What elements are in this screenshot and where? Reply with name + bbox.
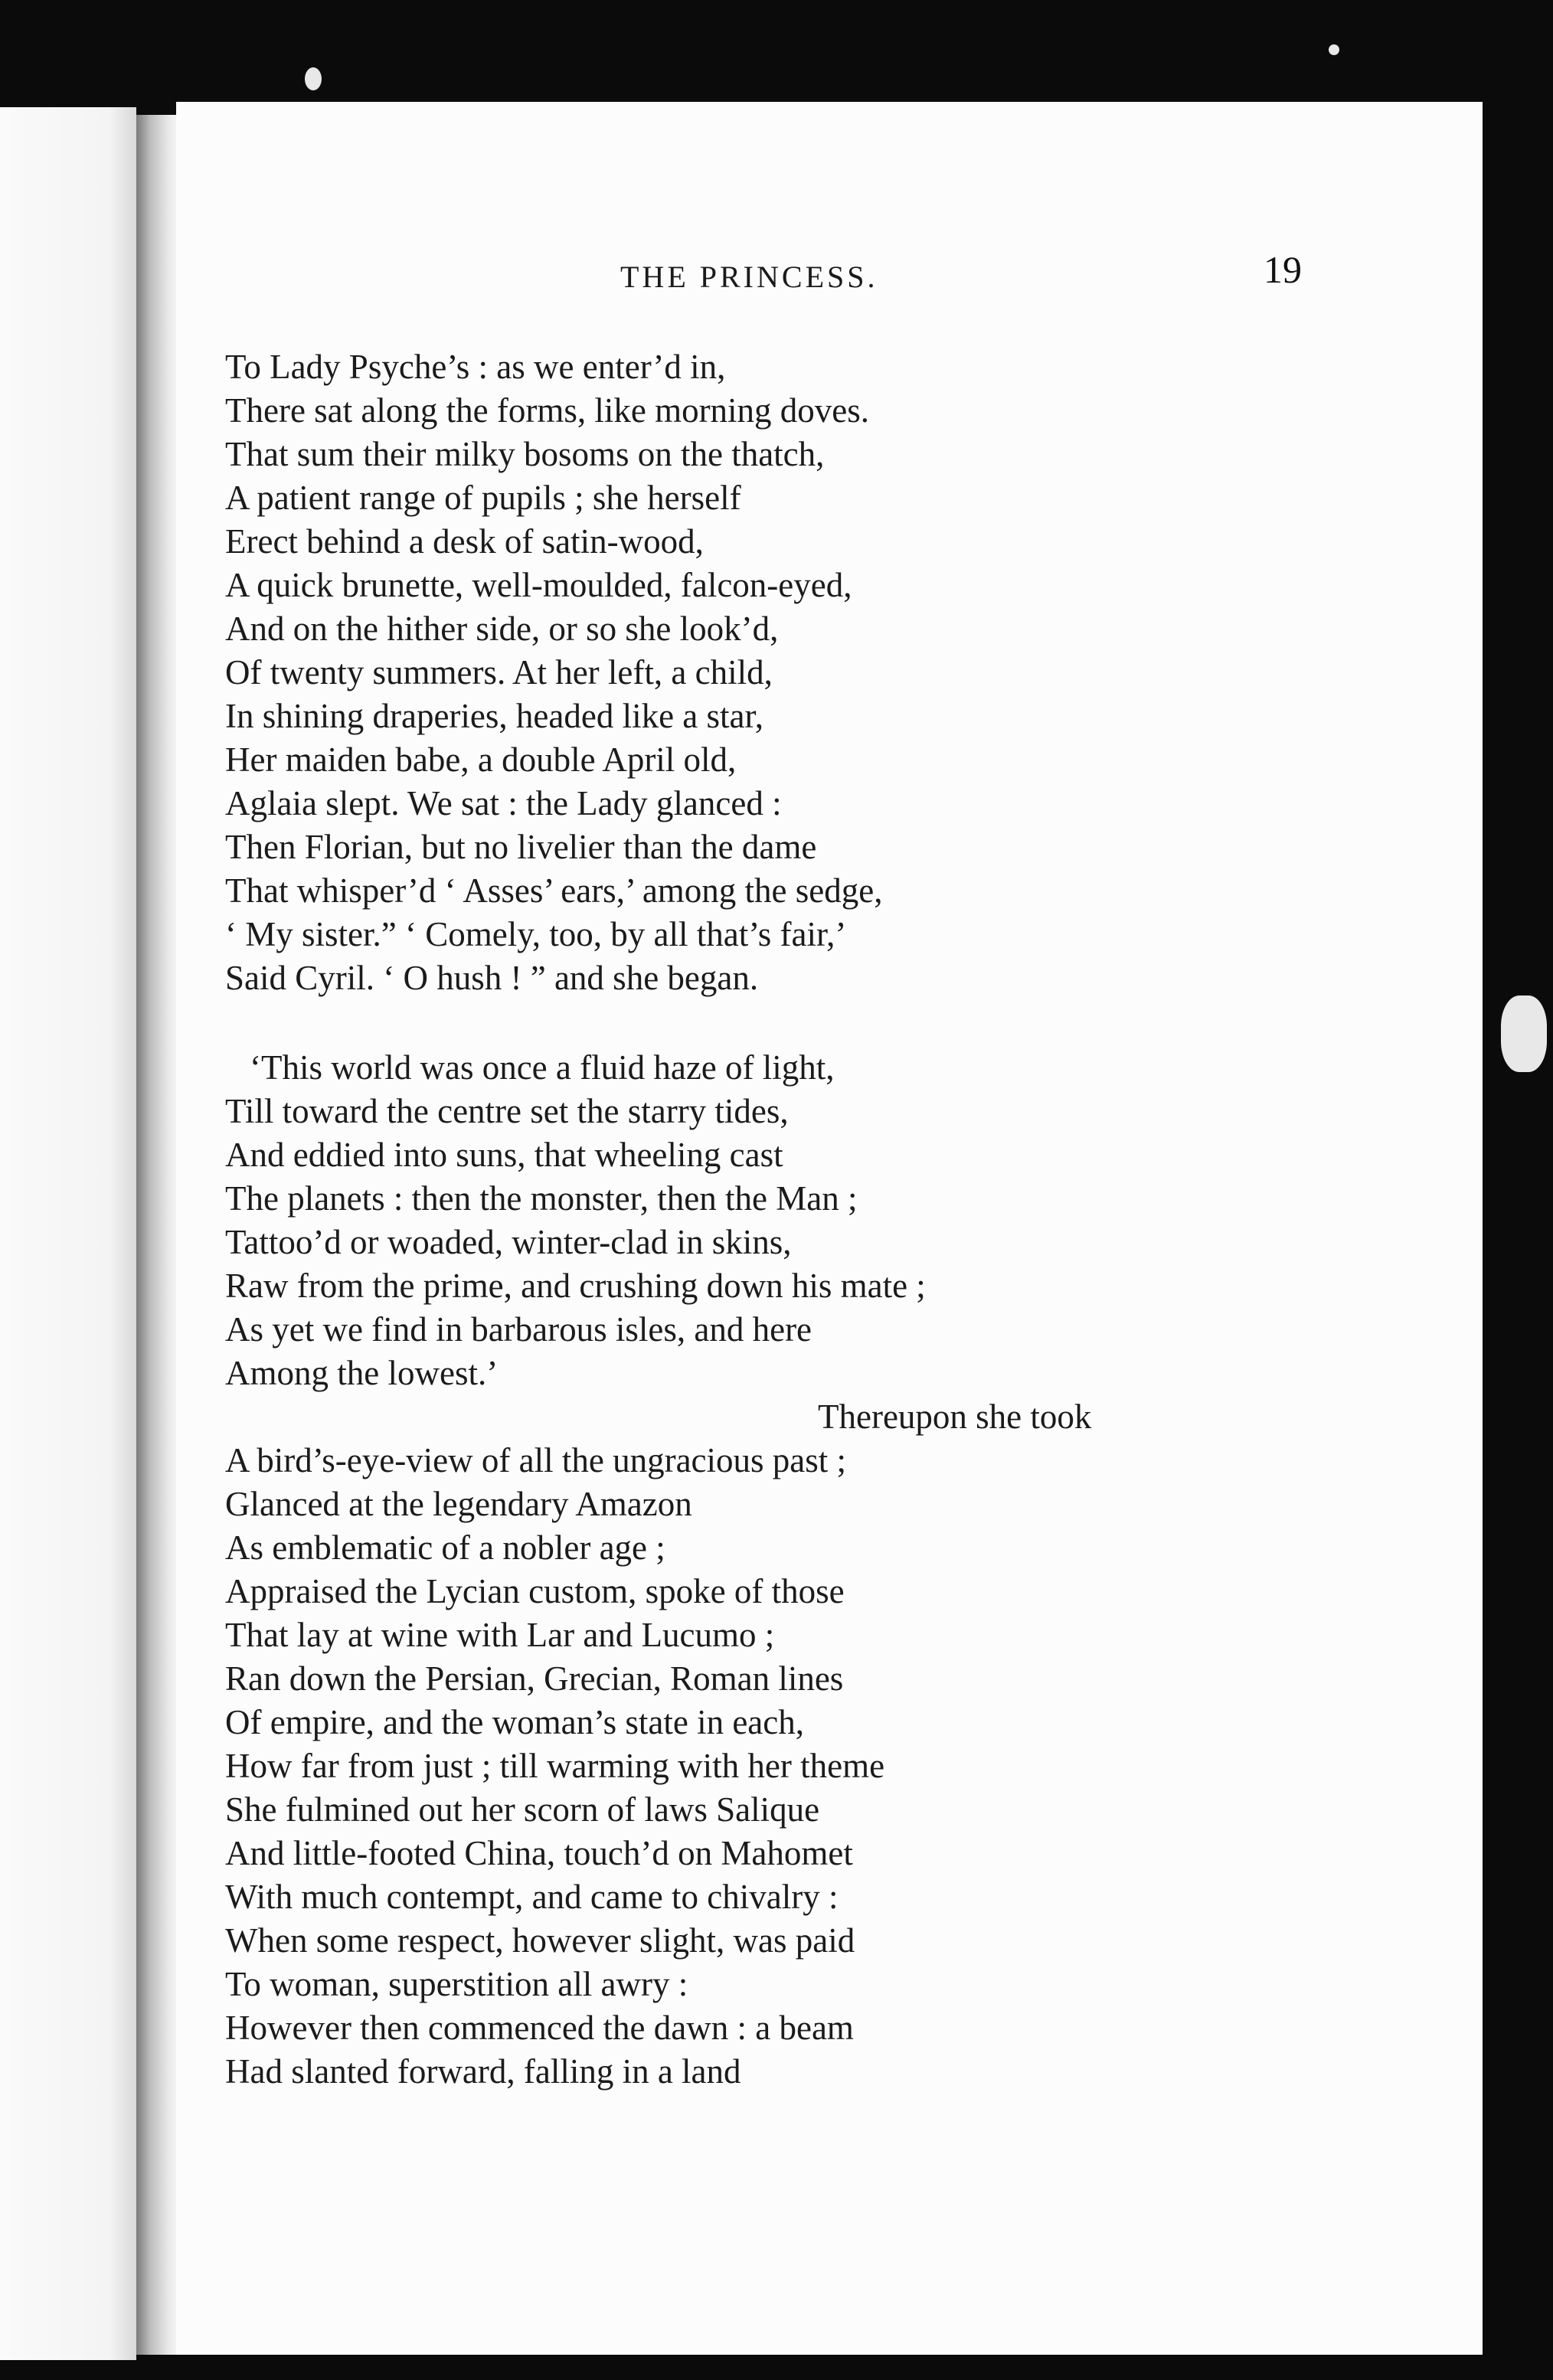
verse-line: Aglaia slept. We sat : the Lady glanced : — [225, 784, 782, 822]
facing-page-edge — [0, 107, 136, 2360]
verse-line: That whisper’d ‘ Asses’ ears,’ among the sedge, — [225, 871, 883, 910]
verse-line: Among the lowest.’ — [225, 1354, 499, 1392]
verse-line: However then commenced the dawn : a beam — [225, 2009, 854, 2047]
verse-line: Tattoo’d or woaded, winter-clad in skins, — [225, 1223, 792, 1261]
verse-line: That lay at wine with Lar and Lucumo ; — [225, 1616, 775, 1654]
verse-line: ‘ My sister.” ‘ Comely, too, by all that’s fair,’ — [225, 915, 847, 953]
verse-line: Ran down the Persian, Grecian, Roman lines — [225, 1659, 844, 1698]
verse-line: That sum their milky bosoms on the thatch, — [225, 435, 825, 473]
verse-line: Of empire, and the woman’s state in each, — [225, 1703, 804, 1741]
verse-line: ‘This world was once a fluid haze of light, — [250, 1048, 835, 1087]
verse-line: A quick brunette, well-moulded, falcon-eyed, — [225, 566, 852, 604]
verse-line: Had slanted forward, falling in a land — [225, 2052, 741, 2091]
verse-line: How far from just ; till warming with her theme — [225, 1747, 885, 1785]
verse-line: To woman, superstition all awry : — [225, 1965, 688, 2003]
verse-line: A patient range of pupils ; she herself — [225, 479, 741, 517]
verse-line: Erect behind a desk of satin-wood, — [225, 522, 704, 561]
book-page — [176, 102, 1483, 2355]
verse-line: With much contempt, and came to chivalry : — [225, 1878, 839, 1916]
scan-speck — [1501, 995, 1547, 1072]
verse-line: There sat along the forms, like morning doves. — [225, 391, 870, 430]
verse-line: She fulmined out her scorn of laws Salique — [225, 1790, 820, 1829]
verse-line: Raw from the prime, and crushing down his mate ; — [225, 1267, 926, 1305]
verse-line: Then Florian, but no livelier than the dame — [225, 828, 817, 866]
verse-line: And eddied into suns, that wheeling cast — [225, 1136, 783, 1174]
verse-line: And little-footed China, touch’d on Mahomet — [225, 1834, 853, 1872]
verse-line: A bird’s-eye-view of all the ungracious past ; — [225, 1441, 847, 1479]
scan-speck — [1329, 44, 1339, 55]
verse-line: The planets : then the monster, then the Man ; — [225, 1179, 858, 1218]
verse-line: Of twenty summers. At her left, a child, — [225, 653, 773, 691]
verse-line: In shining draperies, headed like a star, — [225, 697, 763, 735]
verse-line: Glanced at the legendary Amazon — [225, 1485, 692, 1523]
verse-line: Her maiden babe, a double April old, — [225, 740, 737, 779]
verse-line: Till toward the centre set the starry tides, — [225, 1092, 789, 1130]
verse-line: And on the hither side, or so she look’d, — [225, 610, 779, 648]
verse-line-continuation: Thereupon she took — [818, 1398, 1092, 1436]
verse-line: Said Cyril. ‘ O hush ! ” and she began. — [225, 959, 759, 997]
verse-line: When some respect, however slight, was paid — [225, 1921, 855, 1960]
running-title: THE PRINCESS. — [620, 260, 878, 294]
verse-line: To Lady Psyche’s : as we enter’d in, — [225, 348, 726, 386]
scan-speck — [305, 67, 322, 90]
page-number: 19 — [1264, 248, 1302, 291]
verse-line: Appraised the Lycian custom, spoke of those — [225, 1572, 845, 1610]
verse-line: As yet we find in barbarous isles, and here — [225, 1310, 812, 1349]
page-gutter-shadow — [136, 115, 182, 2355]
verse-line: As emblematic of a nobler age ; — [225, 1528, 665, 1567]
